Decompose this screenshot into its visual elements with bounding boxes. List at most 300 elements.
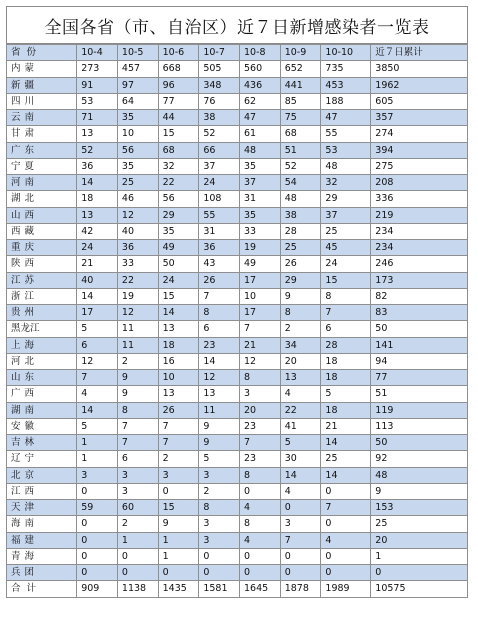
value-cell: 18 (321, 370, 371, 386)
value-cell: 14 (321, 467, 371, 483)
value-cell: 348 (199, 77, 240, 93)
value-cell: 26 (280, 256, 321, 272)
value-cell: 17 (240, 305, 281, 321)
header-total: 近７日累计 (371, 45, 468, 61)
value-cell: 46 (117, 191, 158, 207)
row-total-cell: 25 (371, 516, 468, 532)
value-cell: 3 (240, 386, 281, 402)
value-cell: 41 (280, 418, 321, 434)
value-cell: 7 (77, 370, 118, 386)
header-date: 10-5 (117, 45, 158, 61)
value-cell: 7 (240, 435, 281, 451)
value-cell: 9 (158, 516, 199, 532)
value-cell: 2 (117, 516, 158, 532)
value-cell: 9 (199, 418, 240, 434)
value-cell: 52 (280, 158, 321, 174)
value-cell: 3 (199, 467, 240, 483)
table-row (7, 110, 468, 126)
province-cell: 河北 (7, 353, 77, 369)
value-cell: 75 (280, 110, 321, 126)
value-cell: 22 (117, 272, 158, 288)
value-cell: 47 (240, 110, 281, 126)
province-cell: 兵团 (7, 565, 77, 581)
value-cell: 13 (158, 386, 199, 402)
row-total-cell: 357 (371, 110, 468, 126)
totals-cell: 909 (77, 581, 118, 597)
value-cell: 62 (240, 93, 281, 109)
value-cell: 0 (321, 516, 371, 532)
value-cell: 10 (158, 370, 199, 386)
value-cell: 37 (199, 158, 240, 174)
table-row (7, 77, 468, 93)
table-row (7, 565, 468, 581)
row-total-cell: 219 (371, 207, 468, 223)
value-cell: 2 (158, 451, 199, 467)
table-row (7, 256, 468, 272)
value-cell: 8 (117, 402, 158, 418)
value-cell: 0 (240, 565, 281, 581)
table-row (7, 435, 468, 451)
value-cell: 13 (280, 370, 321, 386)
value-cell: 8 (199, 500, 240, 516)
value-cell: 14 (199, 353, 240, 369)
value-cell: 24 (199, 175, 240, 191)
value-cell: 7 (321, 500, 371, 516)
table-row (7, 548, 468, 564)
row-total-cell: 92 (371, 451, 468, 467)
value-cell: 18 (77, 191, 118, 207)
province-cell: 山西 (7, 207, 77, 223)
totals-grand-total: 10575 (371, 581, 468, 597)
province-cell: 天津 (7, 500, 77, 516)
value-cell: 38 (280, 207, 321, 223)
value-cell: 0 (240, 483, 281, 499)
table-row (7, 305, 468, 321)
value-cell: 36 (199, 240, 240, 256)
province-cell: 山东 (7, 370, 77, 386)
value-cell: 10 (117, 126, 158, 142)
value-cell: 6 (117, 451, 158, 467)
row-total-cell: 173 (371, 272, 468, 288)
province-cell: 宁夏 (7, 158, 77, 174)
table-row (7, 467, 468, 483)
value-cell: 8 (199, 305, 240, 321)
province-cell: 重庆 (7, 240, 77, 256)
value-cell: 6 (77, 337, 118, 353)
value-cell: 13 (77, 126, 118, 142)
value-cell: 56 (117, 142, 158, 158)
value-cell: 35 (117, 110, 158, 126)
value-cell: 49 (158, 240, 199, 256)
value-cell: 0 (199, 548, 240, 564)
value-cell: 29 (158, 207, 199, 223)
value-cell: 35 (240, 158, 281, 174)
value-cell: 11 (117, 337, 158, 353)
table-row (7, 402, 468, 418)
value-cell: 25 (321, 223, 371, 239)
province-cell: 河南 (7, 175, 77, 191)
value-cell: 436 (240, 77, 281, 93)
row-total-cell: 234 (371, 240, 468, 256)
value-cell: 77 (158, 93, 199, 109)
value-cell: 24 (321, 256, 371, 272)
totals-cell: 1581 (199, 581, 240, 597)
value-cell: 29 (280, 272, 321, 288)
row-total-cell: 50 (371, 321, 468, 337)
header-row (7, 45, 468, 61)
row-total-cell: 77 (371, 370, 468, 386)
value-cell: 0 (77, 516, 118, 532)
value-cell: 5 (199, 451, 240, 467)
value-cell: 0 (280, 500, 321, 516)
value-cell: 8 (240, 516, 281, 532)
value-cell: 22 (158, 175, 199, 191)
province-cell: 北京 (7, 467, 77, 483)
table-row (7, 272, 468, 288)
value-cell: 9 (199, 435, 240, 451)
value-cell: 9 (117, 370, 158, 386)
value-cell: 97 (117, 77, 158, 93)
page-title: 全国各省（市、自治区）近７日新增感染者一览表 (6, 6, 468, 44)
value-cell: 5 (321, 386, 371, 402)
header-date: 10-8 (240, 45, 281, 61)
table-row (7, 142, 468, 158)
table-row (7, 61, 468, 77)
value-cell: 52 (199, 126, 240, 142)
province-cell: 江西 (7, 483, 77, 499)
value-cell: 12 (77, 353, 118, 369)
value-cell: 24 (158, 272, 199, 288)
value-cell: 14 (321, 435, 371, 451)
value-cell: 50 (158, 256, 199, 272)
value-cell: 4 (280, 483, 321, 499)
value-cell: 31 (240, 191, 281, 207)
value-cell: 9 (117, 386, 158, 402)
totals-cell: 1878 (280, 581, 321, 597)
value-cell: 14 (280, 467, 321, 483)
value-cell: 23 (199, 337, 240, 353)
value-cell: 32 (158, 158, 199, 174)
value-cell: 15 (158, 500, 199, 516)
row-total-cell: 0 (371, 565, 468, 581)
row-total-cell: 153 (371, 500, 468, 516)
province-cell: 吉林 (7, 435, 77, 451)
value-cell: 22 (280, 402, 321, 418)
table-row (7, 532, 468, 548)
header-date: 10-10 (321, 45, 371, 61)
value-cell: 0 (77, 532, 118, 548)
header-date: 10-9 (280, 45, 321, 61)
value-cell: 0 (158, 483, 199, 499)
value-cell: 66 (199, 142, 240, 158)
value-cell: 40 (77, 272, 118, 288)
value-cell: 21 (77, 256, 118, 272)
value-cell: 33 (117, 256, 158, 272)
header-date: 10-6 (158, 45, 199, 61)
province-cell: 江苏 (7, 272, 77, 288)
value-cell: 28 (280, 223, 321, 239)
value-cell: 31 (199, 223, 240, 239)
value-cell: 3 (77, 467, 118, 483)
value-cell: 3 (199, 516, 240, 532)
value-cell: 53 (321, 142, 371, 158)
row-total-cell: 82 (371, 288, 468, 304)
table-row (7, 483, 468, 499)
value-cell: 4 (240, 532, 281, 548)
table-row (7, 240, 468, 256)
row-total-cell: 48 (371, 467, 468, 483)
value-cell: 42 (77, 223, 118, 239)
value-cell: 0 (158, 565, 199, 581)
value-cell: 48 (280, 191, 321, 207)
value-cell: 2 (280, 321, 321, 337)
table-row (7, 175, 468, 191)
value-cell: 18 (321, 402, 371, 418)
province-cell: 四川 (7, 93, 77, 109)
value-cell: 17 (77, 305, 118, 321)
value-cell: 76 (199, 93, 240, 109)
table-body (7, 61, 468, 581)
value-cell: 7 (117, 435, 158, 451)
value-cell: 505 (199, 61, 240, 77)
value-cell: 3 (117, 483, 158, 499)
value-cell: 3 (117, 467, 158, 483)
province-cell: 西藏 (7, 223, 77, 239)
value-cell: 26 (199, 272, 240, 288)
header-date: 10-7 (199, 45, 240, 61)
value-cell: 7 (240, 321, 281, 337)
value-cell: 54 (280, 175, 321, 191)
header-province: 省 份 (7, 45, 77, 61)
value-cell: 19 (117, 288, 158, 304)
table-row (7, 191, 468, 207)
value-cell: 3 (280, 516, 321, 532)
value-cell: 0 (77, 483, 118, 499)
value-cell: 560 (240, 61, 281, 77)
value-cell: 20 (240, 402, 281, 418)
value-cell: 0 (321, 565, 371, 581)
value-cell: 19 (240, 240, 281, 256)
value-cell: 43 (199, 256, 240, 272)
value-cell: 1 (158, 532, 199, 548)
value-cell: 96 (158, 77, 199, 93)
table-row (7, 223, 468, 239)
value-cell: 652 (280, 61, 321, 77)
value-cell: 5 (280, 435, 321, 451)
province-cell: 浙江 (7, 288, 77, 304)
row-total-cell: 275 (371, 158, 468, 174)
value-cell: 8 (240, 370, 281, 386)
totals-row (7, 581, 468, 597)
value-cell: 7 (199, 288, 240, 304)
row-total-cell: 119 (371, 402, 468, 418)
value-cell: 735 (321, 61, 371, 77)
value-cell: 6 (321, 321, 371, 337)
value-cell: 0 (280, 565, 321, 581)
province-cell: 甘肃 (7, 126, 77, 142)
value-cell: 4 (321, 532, 371, 548)
province-cell: 黑龙江 (7, 321, 77, 337)
value-cell: 11 (117, 321, 158, 337)
value-cell: 60 (117, 500, 158, 516)
value-cell: 25 (117, 175, 158, 191)
table-row (7, 516, 468, 532)
row-total-cell: 113 (371, 418, 468, 434)
value-cell: 13 (199, 386, 240, 402)
value-cell: 68 (280, 126, 321, 142)
table-row (7, 451, 468, 467)
province-cell: 广西 (7, 386, 77, 402)
value-cell: 36 (117, 240, 158, 256)
row-total-cell: 1 (371, 548, 468, 564)
value-cell: 49 (240, 256, 281, 272)
row-total-cell: 208 (371, 175, 468, 191)
province-cell: 贵州 (7, 305, 77, 321)
province-cell: 内蒙 (7, 61, 77, 77)
data-table (6, 44, 468, 598)
value-cell: 45 (321, 240, 371, 256)
value-cell: 25 (321, 451, 371, 467)
totals-cell: 1989 (321, 581, 371, 597)
table-row (7, 288, 468, 304)
table-row (7, 207, 468, 223)
value-cell: 4 (280, 386, 321, 402)
value-cell: 21 (321, 418, 371, 434)
value-cell: 40 (117, 223, 158, 239)
value-cell: 48 (240, 142, 281, 158)
province-cell: 新疆 (7, 77, 77, 93)
province-cell: 广东 (7, 142, 77, 158)
value-cell: 108 (199, 191, 240, 207)
value-cell: 37 (321, 207, 371, 223)
province-cell: 辽宁 (7, 451, 77, 467)
value-cell: 4 (77, 386, 118, 402)
value-cell: 17 (240, 272, 281, 288)
value-cell: 12 (117, 207, 158, 223)
value-cell: 14 (158, 305, 199, 321)
value-cell: 0 (321, 548, 371, 564)
value-cell: 36 (77, 158, 118, 174)
value-cell: 52 (77, 142, 118, 158)
row-total-cell: 1962 (371, 77, 468, 93)
totals-label: 合 计 (7, 581, 77, 597)
value-cell: 12 (117, 305, 158, 321)
value-cell: 13 (77, 207, 118, 223)
totals-cell: 1435 (158, 581, 199, 597)
table-row (7, 158, 468, 174)
value-cell: 668 (158, 61, 199, 77)
value-cell: 7 (280, 532, 321, 548)
row-total-cell: 234 (371, 223, 468, 239)
value-cell: 15 (158, 288, 199, 304)
table-row (7, 337, 468, 353)
table-row (7, 93, 468, 109)
value-cell: 71 (77, 110, 118, 126)
value-cell: 61 (240, 126, 281, 142)
value-cell: 24 (77, 240, 118, 256)
value-cell: 20 (280, 353, 321, 369)
value-cell: 7 (158, 418, 199, 434)
value-cell: 7 (117, 418, 158, 434)
row-total-cell: 394 (371, 142, 468, 158)
value-cell: 55 (199, 207, 240, 223)
value-cell: 0 (321, 483, 371, 499)
value-cell: 53 (77, 93, 118, 109)
value-cell: 68 (158, 142, 199, 158)
value-cell: 28 (321, 337, 371, 353)
table-row (7, 126, 468, 142)
value-cell: 3 (158, 467, 199, 483)
table-row (7, 500, 468, 516)
value-cell: 48 (321, 158, 371, 174)
value-cell: 38 (199, 110, 240, 126)
value-cell: 9 (280, 288, 321, 304)
table-row (7, 321, 468, 337)
row-total-cell: 246 (371, 256, 468, 272)
value-cell: 13 (158, 321, 199, 337)
value-cell: 7 (158, 435, 199, 451)
value-cell: 35 (240, 207, 281, 223)
province-cell: 湖北 (7, 191, 77, 207)
value-cell: 18 (158, 337, 199, 353)
row-total-cell: 9 (371, 483, 468, 499)
value-cell: 8 (240, 467, 281, 483)
value-cell: 441 (280, 77, 321, 93)
value-cell: 21 (240, 337, 281, 353)
totals-cell: 1645 (240, 581, 281, 597)
value-cell: 14 (77, 175, 118, 191)
province-cell: 海南 (7, 516, 77, 532)
value-cell: 1 (77, 451, 118, 467)
value-cell: 35 (158, 223, 199, 239)
value-cell: 34 (280, 337, 321, 353)
value-cell: 0 (199, 565, 240, 581)
row-total-cell: 94 (371, 353, 468, 369)
value-cell: 12 (240, 353, 281, 369)
value-cell: 0 (280, 548, 321, 564)
row-total-cell: 141 (371, 337, 468, 353)
value-cell: 44 (158, 110, 199, 126)
value-cell: 5 (77, 321, 118, 337)
value-cell: 0 (77, 565, 118, 581)
province-cell: 青海 (7, 548, 77, 564)
value-cell: 6 (199, 321, 240, 337)
value-cell: 15 (321, 272, 371, 288)
value-cell: 56 (158, 191, 199, 207)
value-cell: 8 (321, 288, 371, 304)
value-cell: 55 (321, 126, 371, 142)
value-cell: 59 (77, 500, 118, 516)
value-cell: 26 (158, 402, 199, 418)
province-cell: 上海 (7, 337, 77, 353)
value-cell: 15 (158, 126, 199, 142)
value-cell: 1 (158, 548, 199, 564)
value-cell: 30 (280, 451, 321, 467)
value-cell: 85 (280, 93, 321, 109)
value-cell: 10 (240, 288, 281, 304)
value-cell: 188 (321, 93, 371, 109)
value-cell: 457 (117, 61, 158, 77)
row-total-cell: 3850 (371, 61, 468, 77)
value-cell: 91 (77, 77, 118, 93)
value-cell: 29 (321, 191, 371, 207)
value-cell: 33 (240, 223, 281, 239)
value-cell: 64 (117, 93, 158, 109)
table-row (7, 386, 468, 402)
table-row (7, 370, 468, 386)
value-cell: 0 (77, 548, 118, 564)
value-cell: 12 (199, 370, 240, 386)
